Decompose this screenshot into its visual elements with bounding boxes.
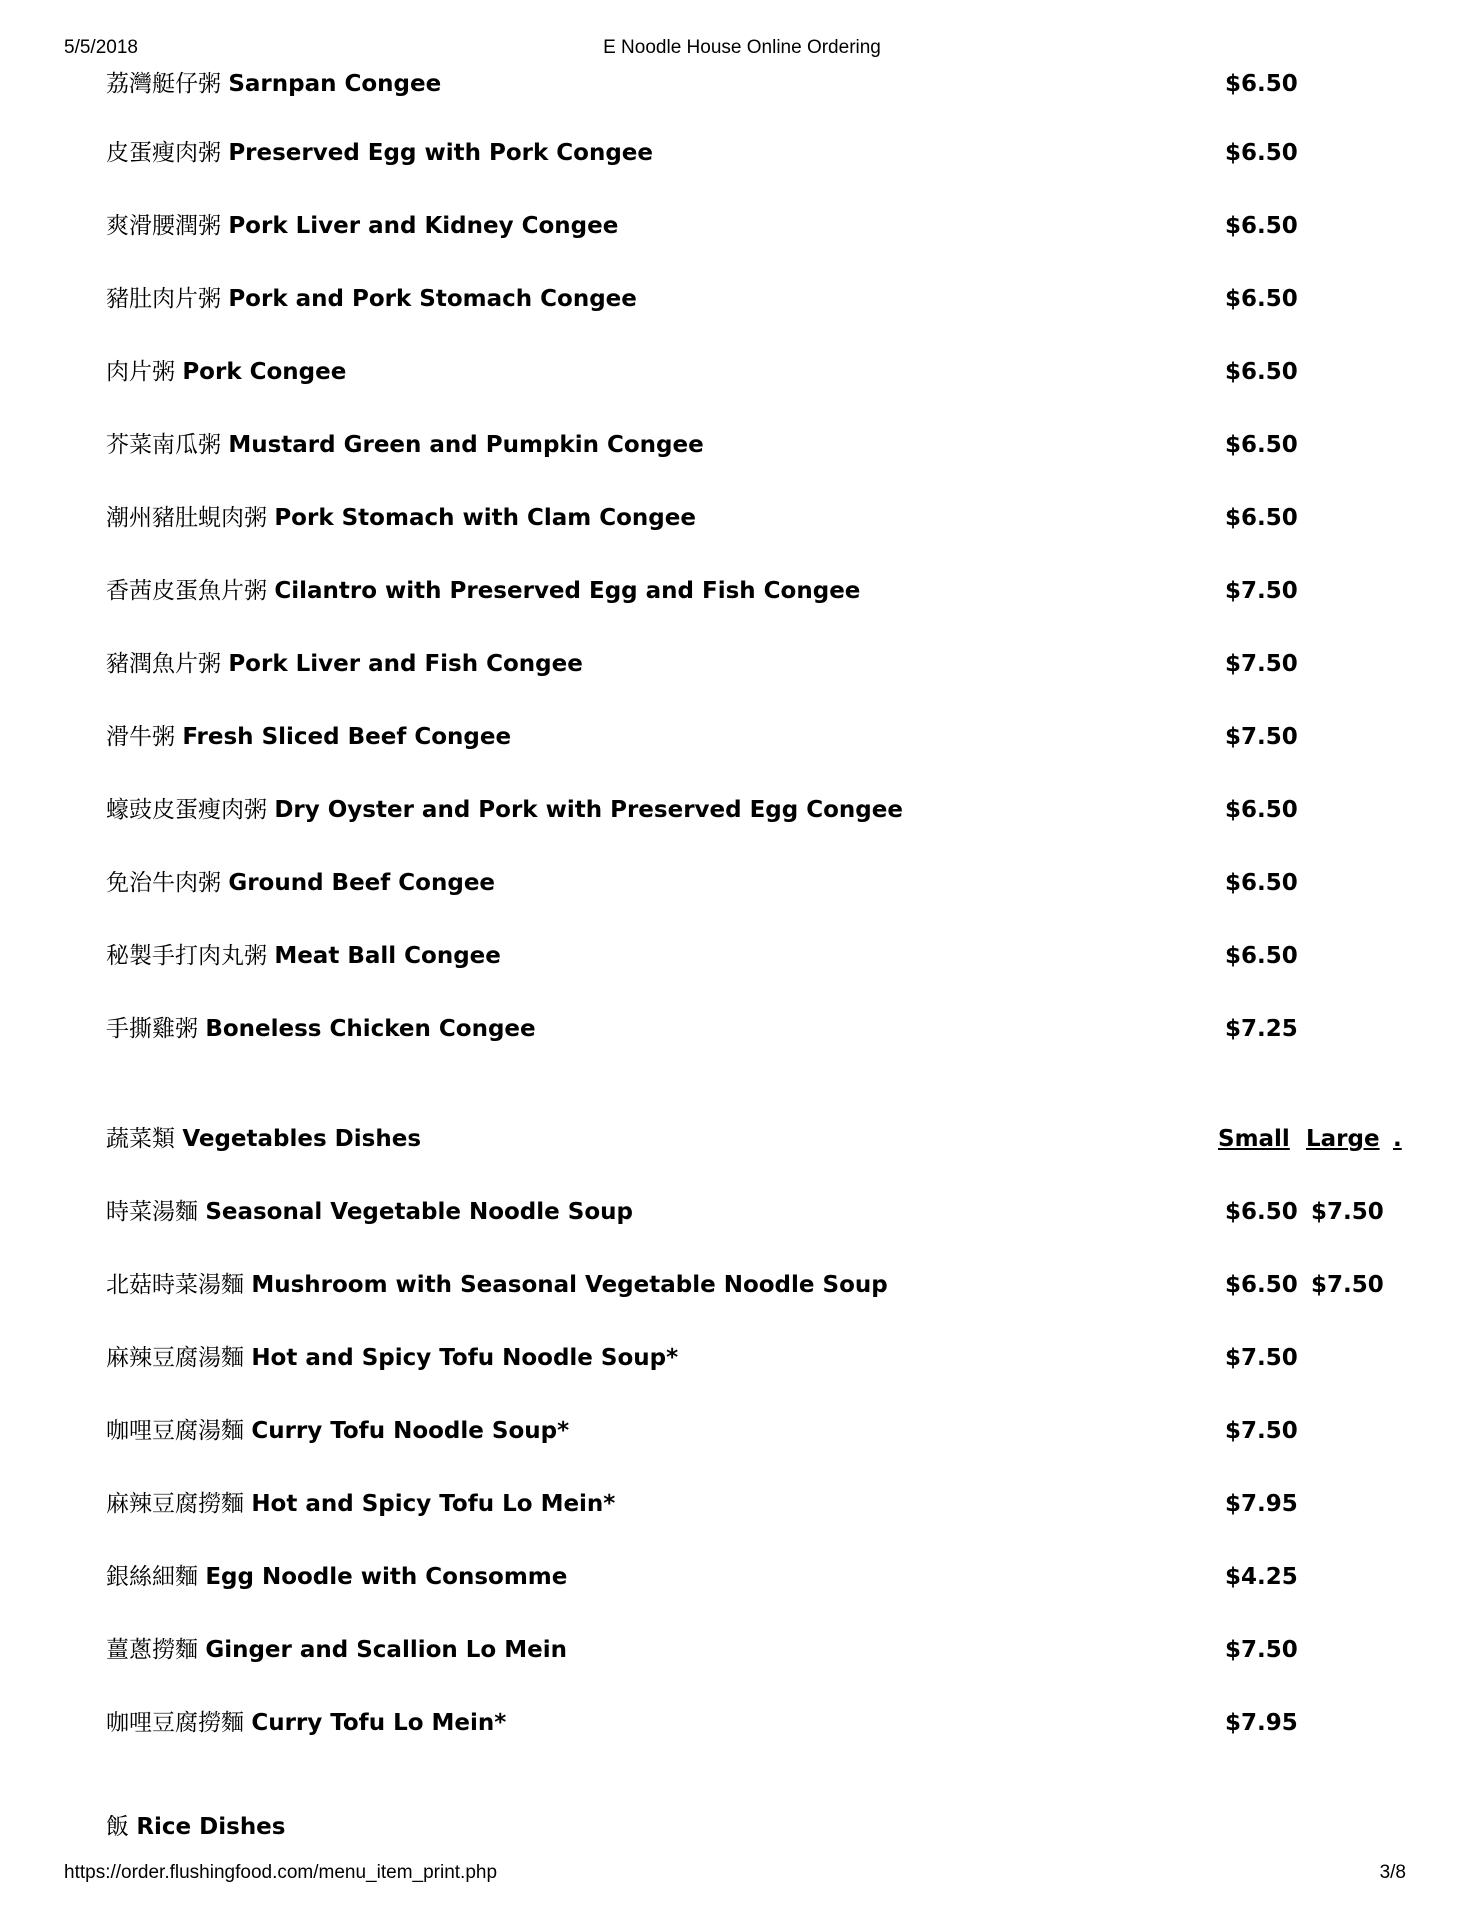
item-name-english: Seasonal Vegetable Noodle Soup (205, 1199, 633, 1225)
item-price: $6.50 (1225, 286, 1298, 312)
item-name-chinese: 麻辣豆腐撈麵 (106, 1491, 244, 1517)
menu-item (0, 136, 1484, 170)
item-price: $6.50 (1225, 140, 1298, 166)
item-name-english: Curry Tofu Noodle Soup* (251, 1418, 570, 1444)
item-name-chinese: 咖哩豆腐湯麵 (106, 1418, 244, 1444)
item-name-english: Ginger and Scallion Lo Mein (205, 1637, 567, 1663)
menu-item (0, 1487, 1484, 1521)
item-name-chinese: 秘製手打肉丸粥 (106, 943, 267, 969)
item-name-english: Mustard Green and Pumpkin Congee (228, 432, 704, 458)
item-price-small: $6.50 (1225, 1199, 1298, 1225)
item-price: $7.50 (1225, 578, 1298, 604)
page-footer-url: https://order.flushingfood.com/menu_item_print.php (64, 1862, 498, 1883)
item-price: $6.50 (1225, 797, 1298, 823)
item-name (106, 282, 637, 316)
section-title-chinese: 飯 (106, 1814, 129, 1840)
item-name-english: Pork Liver and Kidney Congee (228, 213, 619, 239)
item-name-english: Pork and Pork Stomach Congee (228, 286, 637, 312)
item-name (106, 647, 583, 681)
item-name-chinese: 北菇時菜湯麵 (106, 1272, 244, 1298)
menu-item (0, 1560, 1484, 1594)
menu-item (0, 1341, 1484, 1375)
item-name (106, 501, 696, 535)
item-name-chinese: 免治牛肉粥 (106, 870, 221, 896)
item-name (106, 1633, 567, 1667)
item-name (106, 1414, 569, 1448)
item-name-chinese: 皮蛋瘦肉粥 (106, 140, 221, 166)
item-name (106, 67, 441, 101)
item-name-english: Mushroom with Seasonal Vegetable Noodle Soup (251, 1272, 888, 1298)
column-header-small: Small (1218, 1126, 1290, 1152)
item-name-english: Curry Tofu Lo Mein* (251, 1710, 507, 1736)
item-name-english: Hot and Spicy Tofu Noodle Soup* (251, 1345, 679, 1371)
item-name (106, 1706, 506, 1740)
item-name-english: Sarnpan Congee (228, 71, 442, 97)
menu-item (0, 501, 1484, 535)
menu-item (0, 1706, 1484, 1740)
section-title (106, 1810, 285, 1844)
item-name-english: Dry Oyster and Pork with Preserved Egg Congee (274, 797, 903, 823)
column-header-dot: . (1393, 1126, 1402, 1152)
menu-item (0, 67, 1484, 101)
item-name-english: Preserved Egg with Pork Congee (228, 140, 653, 166)
menu-item (0, 1012, 1484, 1046)
section-heading-vegetables (0, 1122, 1484, 1156)
item-name-english: Meat Ball Congee (274, 943, 501, 969)
item-price: $7.50 (1225, 1418, 1298, 1444)
item-name-english: Pork Liver and Fish Congee (228, 651, 583, 677)
item-name-english: Pork Stomach with Clam Congee (274, 505, 696, 531)
item-price-large: $7.50 (1311, 1272, 1384, 1298)
item-name (106, 1012, 536, 1046)
menu-item (0, 720, 1484, 754)
item-price: $6.50 (1225, 213, 1298, 239)
section-title-chinese: 蔬菜類 (106, 1126, 175, 1152)
item-name (106, 793, 903, 827)
item-price: $6.50 (1225, 943, 1298, 969)
item-name (106, 939, 501, 973)
item-price-small: $6.50 (1225, 1272, 1298, 1298)
menu-item (0, 1414, 1484, 1448)
menu-item (0, 939, 1484, 973)
item-name (106, 209, 618, 243)
menu-item (0, 209, 1484, 243)
item-name-chinese: 肉片粥 (106, 359, 175, 385)
item-name-english: Fresh Sliced Beef Congee (182, 724, 512, 750)
item-price: $6.50 (1225, 71, 1298, 97)
menu-item (0, 574, 1484, 608)
menu-item (0, 647, 1484, 681)
item-price: $7.50 (1225, 724, 1298, 750)
item-price: $6.50 (1225, 870, 1298, 896)
item-name-chinese: 芥菜南瓜粥 (106, 432, 221, 458)
item-name-chinese: 銀絲細麵 (106, 1564, 198, 1590)
item-name-chinese: 豬肚肉片粥 (106, 286, 221, 312)
item-price-large: $7.50 (1311, 1199, 1384, 1225)
item-name-english: Hot and Spicy Tofu Lo Mein* (251, 1491, 616, 1517)
page-header-title: E Noodle House Online Ordering (603, 37, 881, 58)
page-footer-page-number: 3/8 (1379, 1862, 1406, 1883)
item-price: $7.95 (1225, 1710, 1298, 1736)
item-name-chinese: 時菜湯麵 (106, 1199, 198, 1225)
item-name (106, 720, 511, 754)
section-title-english: Rice Dishes (136, 1814, 286, 1840)
item-name (106, 136, 653, 170)
item-name (106, 866, 495, 900)
item-price: $7.50 (1225, 651, 1298, 677)
item-name-chinese: 荔灣艇仔粥 (106, 71, 221, 97)
item-name-chinese: 豬潤魚片粥 (106, 651, 221, 677)
item-name (106, 574, 860, 608)
item-name-chinese: 潮州豬肚蜆肉粥 (106, 505, 267, 531)
item-name (106, 428, 704, 462)
item-price: $7.50 (1225, 1345, 1298, 1371)
menu-item (0, 1268, 1484, 1302)
section-title-english: Vegetables Dishes (182, 1126, 422, 1152)
item-name-chinese: 蠔豉皮蛋瘦肉粥 (106, 797, 267, 823)
menu-item (0, 866, 1484, 900)
page-header-date: 5/5/2018 (64, 37, 138, 58)
item-price: $6.50 (1225, 432, 1298, 458)
item-name (106, 1560, 567, 1594)
menu-item (0, 355, 1484, 389)
item-price: $6.50 (1225, 505, 1298, 531)
item-name-english: Ground Beef Congee (228, 870, 496, 896)
item-price: $7.50 (1225, 1637, 1298, 1663)
section-heading-rice (0, 1810, 1484, 1844)
item-price: $4.25 (1225, 1564, 1298, 1590)
item-name-english: Pork Congee (182, 359, 347, 385)
item-price: $7.25 (1225, 1016, 1298, 1042)
menu-item (0, 1633, 1484, 1667)
item-price: $6.50 (1225, 359, 1298, 385)
item-name-chinese: 咖哩豆腐撈麵 (106, 1710, 244, 1736)
item-price: $7.95 (1225, 1491, 1298, 1517)
section-title (106, 1122, 421, 1156)
item-name (106, 1487, 615, 1521)
menu-item (0, 793, 1484, 827)
menu-item (0, 1195, 1484, 1229)
menu-item (0, 282, 1484, 316)
item-name-english: Boneless Chicken Congee (205, 1016, 536, 1042)
item-name-chinese: 爽滑腰潤粥 (106, 213, 221, 239)
column-header-large: Large (1306, 1126, 1380, 1152)
item-name (106, 1195, 633, 1229)
item-name (106, 355, 346, 389)
item-name-chinese: 香茜皮蛋魚片粥 (106, 578, 267, 604)
item-name-chinese: 麻辣豆腐湯麵 (106, 1345, 244, 1371)
item-name-chinese: 薑蔥撈麵 (106, 1637, 198, 1663)
item-name-chinese: 滑牛粥 (106, 724, 175, 750)
item-name-chinese: 手撕雞粥 (106, 1016, 198, 1042)
item-name (106, 1268, 888, 1302)
item-name-english: Egg Noodle with Consomme (205, 1564, 568, 1590)
item-name (106, 1341, 678, 1375)
menu-item (0, 428, 1484, 462)
item-name-english: Cilantro with Preserved Egg and Fish Congee (274, 578, 861, 604)
